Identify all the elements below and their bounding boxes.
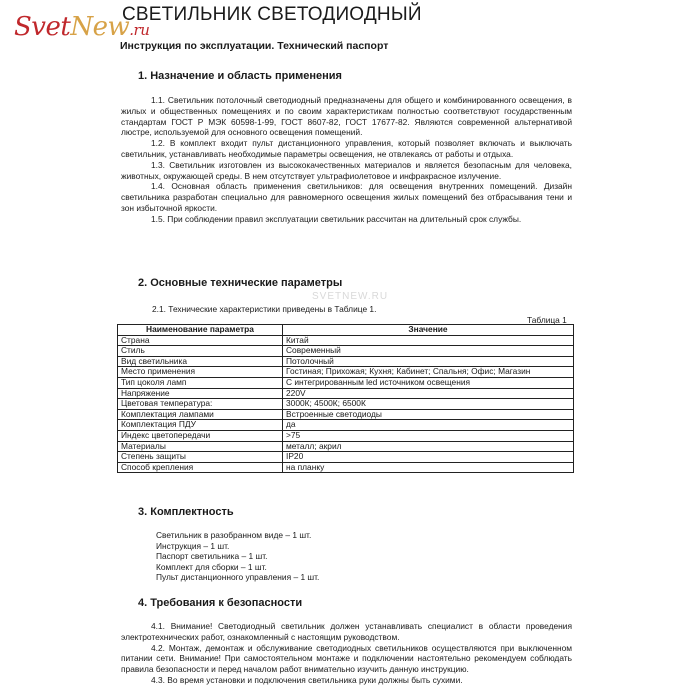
spec-table bbox=[117, 324, 574, 473]
value-cell: Китай bbox=[283, 335, 574, 346]
paragraph-4-3: 4.3. Во время установки и подключения светильника руки должны быть сухими. bbox=[151, 674, 463, 685]
value-cell: Потолочный bbox=[283, 356, 574, 367]
logo-part-new: New bbox=[70, 12, 130, 42]
section-4-heading: 4. Требования к безопасности bbox=[138, 597, 303, 609]
section-1-heading: 1. Назначение и область применения bbox=[138, 70, 342, 82]
table-row bbox=[118, 409, 574, 420]
table-header-row bbox=[118, 325, 574, 336]
column-header-value: Значение bbox=[283, 325, 574, 336]
table-row bbox=[118, 367, 574, 378]
value-cell: на планку bbox=[283, 462, 574, 473]
parameter-cell: Комплектация лампами bbox=[118, 409, 283, 420]
value-cell: Гостиная; Прихожая; Кухня; Кабинет; Спальня; Офис; Магазин bbox=[283, 367, 574, 378]
value-cell: Встроенные светодиоды bbox=[283, 409, 574, 420]
parameter-cell: Комплектация ПДУ bbox=[118, 420, 283, 431]
column-header-parameter: Наименование параметра bbox=[118, 325, 283, 336]
table-row bbox=[118, 430, 574, 441]
value-cell: С интегрированным led источником освещения bbox=[283, 377, 574, 388]
value-cell: Современный bbox=[283, 346, 574, 357]
paragraph-4-1: 4.1. Внимание! Светодиодный светильник должен устанавливать специалист в области проведения электротехнических работ, ознакомленный с настоящим руководством. bbox=[121, 621, 572, 642]
table-row bbox=[118, 420, 574, 431]
value-cell: >75 bbox=[283, 430, 574, 441]
parameter-cell: Способ крепления bbox=[118, 462, 283, 473]
list-item: Паспорт светильника – 1 шт. bbox=[156, 551, 268, 561]
paragraph-1-5: 1.5. При соблюдении правил эксплуатации светильник рассчитан на длительный срок службы. bbox=[151, 213, 522, 224]
list-item: Светильник в разобранном виде – 1 шт. bbox=[156, 530, 312, 540]
table-row bbox=[118, 441, 574, 452]
paragraph-1-3: 1.3. Светильник изготовлен из высококачественных материалов и является безопасным для человека, животных, окружающей среды. В нем отсутствует ультрафиолетовое и инфракрасное излучение. bbox=[121, 159, 572, 181]
parameter-cell: Вид светильника bbox=[118, 356, 283, 367]
parameter-cell: Страна bbox=[118, 335, 283, 346]
kit-list bbox=[156, 530, 319, 583]
table-row bbox=[118, 452, 574, 463]
parameter-cell: Цветовая температура: bbox=[118, 399, 283, 410]
table-row bbox=[118, 335, 574, 346]
section-1-body bbox=[121, 95, 572, 225]
paragraph-1-1: 1.1. Светильник потолочный светодиодный предназначены для общего и комбинированного освещения, в жилых и общественных помещениях и по своим характеристикам полностью соответствуют государственным стандартам ГОСТ Р МЭК 60598-1-99, ГОСТ 8607-82, ГОСТ 17677-82. Являются современной альтернативой люстре, используемой для основного освещения помещений. bbox=[121, 95, 572, 138]
parameter-cell: Индекс цветопередачи bbox=[118, 430, 283, 441]
paragraph-4-2: 4.2. Монтаж, демонтаж и обслуживание светодиодных светильников осуществляются при выключенном питании сети. Внимание! При самостоятельном монтаже и подключении настоятельно рекомендуем соблюдать правила безопасности и перед началом работ внимательно изучить данную инструкцию. bbox=[121, 642, 572, 675]
paragraph-1-4: 1.4. Основная область применения светильников: для освещения внутренних помещений. Дизайн светильника разработан специально для равномерного освещения жилых помещений без отбрасывания тени и зон избыточной яркости. bbox=[121, 181, 572, 213]
value-cell: металл; акрил bbox=[283, 441, 574, 452]
list-item: Инструкция – 1 шт. bbox=[156, 540, 230, 551]
table-caption: Таблица 1 bbox=[527, 315, 567, 325]
parameter-cell: Стиль bbox=[118, 346, 283, 357]
section-3-heading: 3. Комплектность bbox=[138, 506, 234, 518]
section-2-heading: 2. Основные технические параметры bbox=[138, 277, 343, 289]
table-row bbox=[118, 399, 574, 410]
table-row bbox=[118, 388, 574, 399]
parameter-cell: Тип цоколя ламп bbox=[118, 377, 283, 388]
table-row bbox=[118, 356, 574, 367]
value-cell: 3000К; 4500К; 6500К bbox=[283, 399, 574, 410]
document-title: СВЕТИЛЬНИК СВЕТОДИОДНЫЙ bbox=[122, 4, 422, 25]
parameter-cell: Степень защиты bbox=[118, 452, 283, 463]
value-cell: да bbox=[283, 420, 574, 431]
paragraph-1-2: 1.2. В комплект входит пульт дистанционного управления, который позволяет включать и выключать светильник, устанавливать необходимые параметры освещения, не отвлекаясь от работы и отдыха. bbox=[121, 138, 572, 159]
logo-part-ru: .ru bbox=[129, 21, 150, 39]
logo-part-svet: Svet bbox=[14, 12, 71, 42]
table-row bbox=[118, 377, 574, 388]
section-4-body bbox=[121, 621, 572, 686]
document-subtitle: Инструкция по эксплуатации. Технический паспорт bbox=[120, 40, 389, 52]
list-item: Пульт дистанционного управления – 1 шт. bbox=[156, 572, 320, 582]
parameter-cell: Место применения bbox=[118, 367, 283, 378]
parameter-cell: Напряжение bbox=[118, 388, 283, 399]
parameter-cell: Материалы bbox=[118, 441, 283, 452]
watermark: SVETNEW.RU bbox=[312, 291, 389, 302]
table-row bbox=[118, 462, 574, 473]
section-2-intro: 2.1. Технические характеристики приведены в Таблице 1. bbox=[152, 304, 377, 314]
value-cell: IP20 bbox=[283, 452, 574, 463]
value-cell: 220V bbox=[283, 388, 574, 399]
list-item: Комплект для сборки – 1 шт. bbox=[156, 561, 267, 572]
table-row bbox=[118, 346, 574, 357]
